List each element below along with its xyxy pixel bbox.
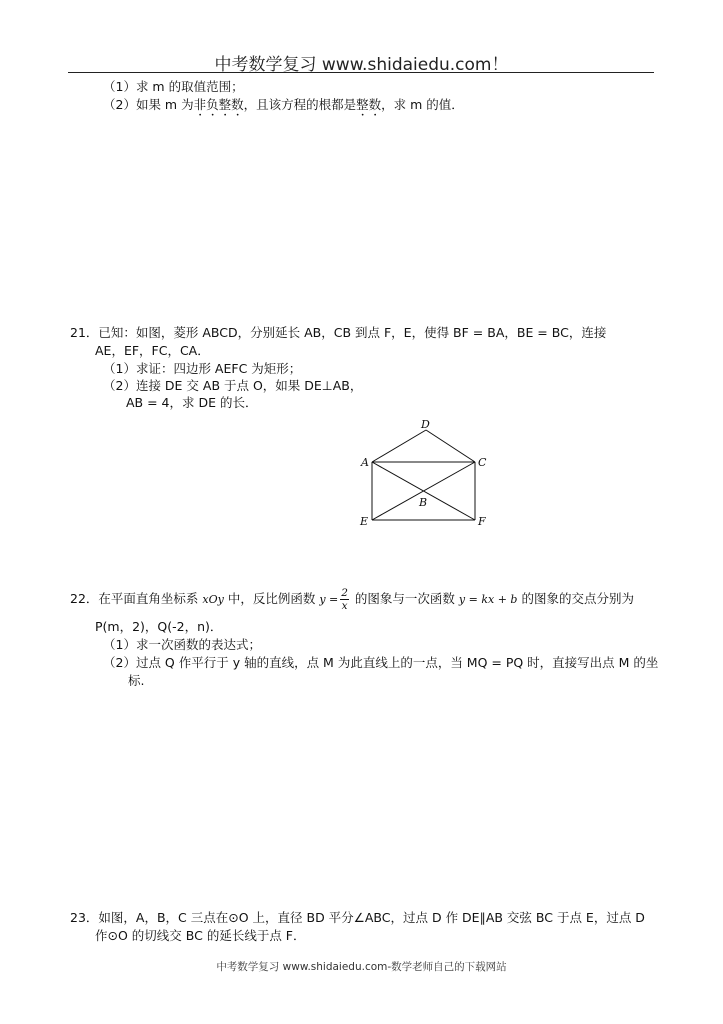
label-F: F xyxy=(478,515,486,528)
q22-part2-cont: 标. xyxy=(128,673,145,688)
q22-stem-line2: P(m，2)，Q(-2，n)． xyxy=(95,619,223,634)
q22-stem-line1 xyxy=(70,586,634,613)
q22-part1: （1）求一次函数的表达式； xyxy=(103,637,261,652)
q22-y-equals: y = xyxy=(319,593,339,606)
segment-AD xyxy=(372,430,426,462)
label-C: C xyxy=(478,456,487,469)
q22-fraction-numerator: 2 xyxy=(341,587,348,599)
q22-fraction-denominator: x xyxy=(341,600,348,612)
q21-figure-rhombus-rectangle xyxy=(350,415,500,535)
q20-part2-text-e: ，求 m 的值． xyxy=(381,97,464,112)
label-E: E xyxy=(360,515,369,528)
q22-linear-function: y = kx + b xyxy=(458,593,518,606)
q20-part2-text-a: （2）如果 m 为 xyxy=(103,97,194,112)
q21-part1: （1）求证：四边形 AEFC 为矩形； xyxy=(103,361,302,376)
label-A: A xyxy=(361,456,369,469)
q22-text-b: 中，反比例函数 xyxy=(227,591,316,606)
q20-part1: （1）求 m 的取值范围； xyxy=(103,79,244,94)
q21-part2: （2）连接 DE 交 AB 于点 O，如果 DE⊥AB， xyxy=(103,378,363,393)
q20-emphasis-integer: 整数 xyxy=(356,97,382,112)
q22-fraction xyxy=(340,587,349,612)
q22-part2: （2）过点 Q 作平行于 y 轴的直线，点 M 为此直线上的一点，当 MQ = PQ 时，直接写出点 M 的坐 xyxy=(103,655,659,670)
page-footer: 中考数学复习 www.shidaiedu.com-数学老师自己的下载网站 xyxy=(216,961,507,973)
label-B: B xyxy=(419,496,428,509)
q23-stem-line1: 23．如图，A，B，C 三点在⊙O 上，直径 BD 平分∠ABC，过点 D 作 DE∥AB 交弦 BC 于点 E，过点 D xyxy=(70,910,645,925)
q22-xoy: xOy xyxy=(202,593,224,606)
segment-DC xyxy=(426,430,475,462)
header-rule xyxy=(68,72,654,73)
q22-text-d: 的图象的交点分别为 xyxy=(521,591,634,606)
q21-stem-line2: AE，EF，FC，CA． xyxy=(95,343,210,358)
q22-text-c: 的图象与一次函数 xyxy=(354,591,455,606)
page-header-title: 中考数学复习 www.shidaiedu.com！ xyxy=(214,55,509,75)
q22-text-a: 22．在平面直角坐标系 xyxy=(70,591,199,606)
q21-part2-cont: AB = 4，求 DE 的长． xyxy=(126,395,258,410)
q20-emphasis-nonneg-integer: 非负整数 xyxy=(193,97,244,112)
q23-stem-line2: 作⊙O 的切线交 BC 的延长线于点 F． xyxy=(95,928,306,943)
q20-part2 xyxy=(103,97,464,119)
label-D: D xyxy=(421,418,430,431)
q20-part2-text-c: ，且该方程的根都是 xyxy=(243,97,357,112)
q21-stem-line1: 21．已知：如图，菱形 ABCD，分别延长 AB，CB 到点 F，E，使得 BF = BA，BE = BC，连接 xyxy=(70,325,607,340)
